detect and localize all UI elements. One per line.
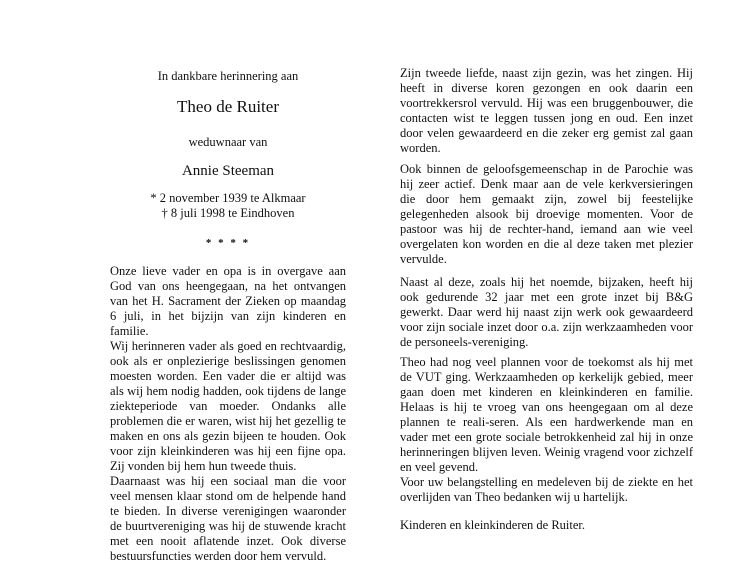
paragraph: Onze lieve vader en opa is in overgave aan God van ons heengegaan, na het ontvangen van het H. Sacrament der Zieken op maandag 6 juli, in het bijzijn van zijn kinderen en familie.	[110, 264, 346, 338]
intro-line: In dankbare herinnering aan	[157, 69, 299, 83]
paragraph: Zijn tweede liefde, naast zijn gezin, was het zingen. Hij heeft in diverse koren gezongen en ook daarin een voortrekkersrol vervuld. Hij was een bruggenbouwer, die contacten wist te leggen tussen jong en oud. Een inzet door velen gewaardeerd en die zeker erg gemist zal gaan worden.	[400, 66, 693, 155]
paragraph: Ook binnen de geloofsgemeenschap in de Parochie was hij zeer actief. Denk maar aan de vele kerkversieringen die door hem gemaakt zijn, zowel bij feestelijke gelegenheden alsook bij droevige momenten. Voor de pastoor was hij de rechter-hand, iemand aan wie veel overgelaten kon worden en die al deze taken met plezier vervulde.	[400, 162, 693, 266]
paragraph: Daarnaast was hij een sociaal man die voor veel mensen klaar stond om de helpende hand te bieden. In diverse verenigingen waaronder de buurtvereniging was hij de stuwende kracht met een nooit aflatende inzet. Ook diverse bestuursfuncties werden door hem vervuld.	[110, 474, 346, 563]
signature-line: Kinderen en kleinkinderen de Ruiter.	[400, 518, 586, 532]
paragraph: Voor uw belangstelling en medeleven bij de ziekte en het overlijden van Theo bedanken wij u hartelijk.	[400, 475, 693, 504]
relation-line: weduwnaar van	[188, 135, 268, 149]
paragraph: Theo had nog veel plannen voor de toekomst als hij met de VUT ging. Werkzaamheden op kerkelijk gebied, meer gaan doen met kinderen en kleinkinderen en familie. Helaas is hij te vroeg van ons heengegaan om al deze plannen te reali-seren. Als een hardwerkende man en vader met een grote sociale betrokkenheid zal hij in onze herinneringen blijven leven. Weinig vragend voor zichzelf en veel gevend.	[400, 355, 693, 474]
deceased-name: Theo de Ruiter	[177, 97, 279, 116]
paragraph: Wij herinneren vader als goed en rechtvaardig, ook als er onplezierige beslissingen genomen moesten worden. Een vader die er altijd was als wij hem nodig hadden, ook tijdens de lange ziekteperiode van moeder. Ondanks alle problemen die er waren, wist hij het gezellig te maken en ons als gezin bijeen te houden. Ook voor zijn kleinkinderen was hij een fijne opa. Zij vonden bij hem hun tweede thuis.	[110, 339, 346, 473]
paragraph: Naast al deze, zoals hij het noemde, bijzaken, heeft hij ook gedurende 32 jaar met een grote inzet bij B&G gewerkt. Daar werd hij naast zijn werk ook gewaardeerd voor zijn sociale inzet door o.a. zijn werkzaamheden voor de personeels-vereniging.	[400, 275, 693, 349]
separator-stars: * * * *	[205, 237, 251, 249]
birth-line: * 2 november 1939 te Alkmaar	[150, 191, 306, 205]
death-line: † 8 juli 1998 te Eindhoven	[161, 206, 295, 220]
spouse-name: Annie Steeman	[181, 163, 275, 179]
